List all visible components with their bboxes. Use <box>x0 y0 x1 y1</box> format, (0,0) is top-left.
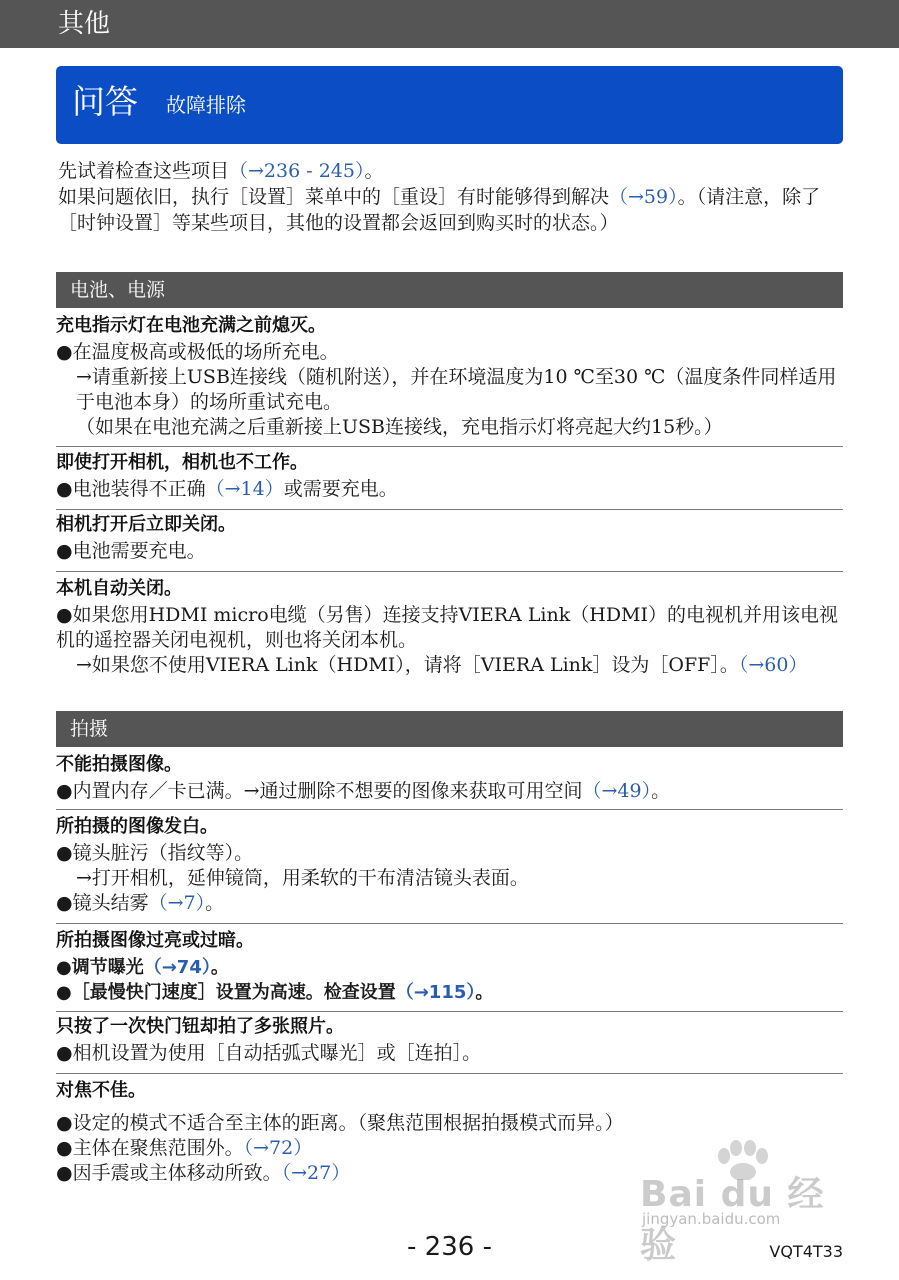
page-link[interactable]: （→236 - 245） <box>229 160 365 182</box>
faq-answer <box>56 477 843 502</box>
page-link[interactable]: （→60） <box>738 654 808 676</box>
faq-answer: →请重新接上USB连接线（随机附送），并在环境温度为10 ℃至30 ℃（温度条件同样适用于电池本身）的场所重试充电。 <box>76 366 837 413</box>
page-number: - 236 - <box>407 1232 492 1262</box>
watermark-logo: Bai du 经验 <box>640 1174 825 1266</box>
answer-text: 或需要充电。 <box>283 478 398 500</box>
intro-line2-end: 。（请注意，除了［时钟设置］等某些项目，其他的设置都会返回到购买时的状态。） <box>58 186 821 234</box>
banner-subtitle: 故障排除 <box>166 93 246 117</box>
faq-answer: →打开相机，延伸镜筒，用柔软的干布清洁镜头表面。 <box>76 867 529 889</box>
answer-text: 内置内存／卡已满。→通过删除不想要的图像来获取可用空间 <box>72 780 583 802</box>
faq-question: 即使打开相机，相机也不工作。 <box>56 452 308 473</box>
answer-text: 相机设置为使用［自动括弧式曝光］或［连拍］。 <box>72 1042 482 1064</box>
intro-line1-text: 先试着检查这些项目 <box>58 160 230 182</box>
faq-question: 本机自动关闭。 <box>56 578 182 599</box>
answer-text: 。 <box>651 780 671 802</box>
faq-answer <box>56 891 843 916</box>
answer-text: 调节曝光 <box>71 957 144 978</box>
page-link[interactable]: （→27） <box>281 1162 351 1184</box>
intro-line-2 <box>58 184 858 236</box>
answer-text: 。 <box>475 982 494 1003</box>
faq-item <box>56 753 843 810</box>
answer-text: ［最慢快门速度］设置为高速。检查设置 <box>71 982 396 1003</box>
answer-text: 主体在聚焦范围外。 <box>72 1137 244 1159</box>
faq-answer <box>56 980 843 1005</box>
faq-question: 只按了一次快门钮却拍了多张照片。 <box>56 1016 344 1037</box>
page-link[interactable]: （→49） <box>582 780 652 802</box>
faq-question: 不能拍摄图像。 <box>56 754 182 775</box>
section-header-battery <box>56 272 843 308</box>
faq-item <box>56 815 843 924</box>
answer-text: 。 <box>205 892 225 914</box>
answer-text: →如果您不使用VIERA Link（HDMI），请将［VIERA Link］设为［OFF］。 <box>76 654 739 676</box>
page-link[interactable]: （→59） <box>609 186 678 208</box>
faq-question: 相机打开后立即关闭。 <box>56 514 236 535</box>
answer-text: 电池需要充电。 <box>72 540 206 562</box>
faq-answer: （如果在电池充满之后重新接上USB连接线，充电指示灯将亮起大约15秒。） <box>76 416 723 438</box>
faq-answer <box>56 340 843 365</box>
faq-answer <box>56 1041 843 1066</box>
qa-banner <box>56 66 843 144</box>
header-title: 其他 <box>58 9 111 39</box>
page-link[interactable]: （→72） <box>243 1137 313 1159</box>
faq-answer <box>56 653 843 678</box>
intro-line1-end: 。 <box>364 160 384 182</box>
intro-line2-text: 如果问题依旧，执行［设置］菜单中的［重设］有时能够得到解决 <box>58 186 610 208</box>
answer-text: 。 <box>210 957 229 978</box>
faq-item <box>56 513 843 572</box>
section-title: 电池、电源 <box>70 279 166 301</box>
faq-item <box>56 314 843 447</box>
faq-answer <box>56 539 843 564</box>
faq-answer <box>56 603 843 653</box>
banner-title: 问答 <box>72 82 138 121</box>
top-header-bar <box>0 0 899 48</box>
faq-question: 所拍摄的图像发白。 <box>56 816 218 837</box>
section-header-shooting <box>56 711 843 747</box>
page-link[interactable]: （→115） <box>395 982 476 1003</box>
faq-answer <box>56 955 843 980</box>
intro-text <box>58 158 858 236</box>
answer-text: 如果您用HDMI micro电缆（另售）连接支持VIERA Link（HDMI）的电视机并用该电视机的遥控器关闭电视机，则也将关闭本机。 <box>56 604 839 651</box>
page-link[interactable]: （→7） <box>148 892 206 914</box>
page-link[interactable]: （→14） <box>205 478 284 500</box>
answer-text: 因手震或主体移动所致。 <box>72 1162 282 1184</box>
page-link[interactable]: （→74） <box>143 957 211 978</box>
faq-item <box>56 1015 843 1074</box>
faq-answer <box>56 779 843 804</box>
section-title: 拍摄 <box>70 718 109 740</box>
faq-question: 充电指示灯在电池充满之前熄灭。 <box>56 315 326 336</box>
watermark-url: jingyan.baidu.com <box>642 1210 781 1228</box>
intro-line-1 <box>58 158 858 184</box>
faq-question: 所拍摄图像过亮或过暗。 <box>56 930 254 951</box>
faq-answer <box>56 841 843 866</box>
answer-text: 设定的模式不适合至主体的距离。（聚焦范围根据拍摄模式而异。） <box>72 1112 624 1134</box>
answer-text: 镜头结雾 <box>72 892 149 914</box>
answer-text: 镜头脏污（指纹等）。 <box>72 842 254 864</box>
faq-item <box>56 577 843 687</box>
faq-question: 对焦不佳。 <box>56 1080 146 1101</box>
faq-item <box>56 451 843 510</box>
answer-text: 电池装得不正确 <box>72 478 206 500</box>
faq-answer <box>56 1111 843 1136</box>
faq-item <box>56 929 843 1012</box>
document-code: VQT4T33 <box>769 1242 843 1261</box>
answer-text: 在温度极高或极低的场所充电。 <box>72 341 339 363</box>
